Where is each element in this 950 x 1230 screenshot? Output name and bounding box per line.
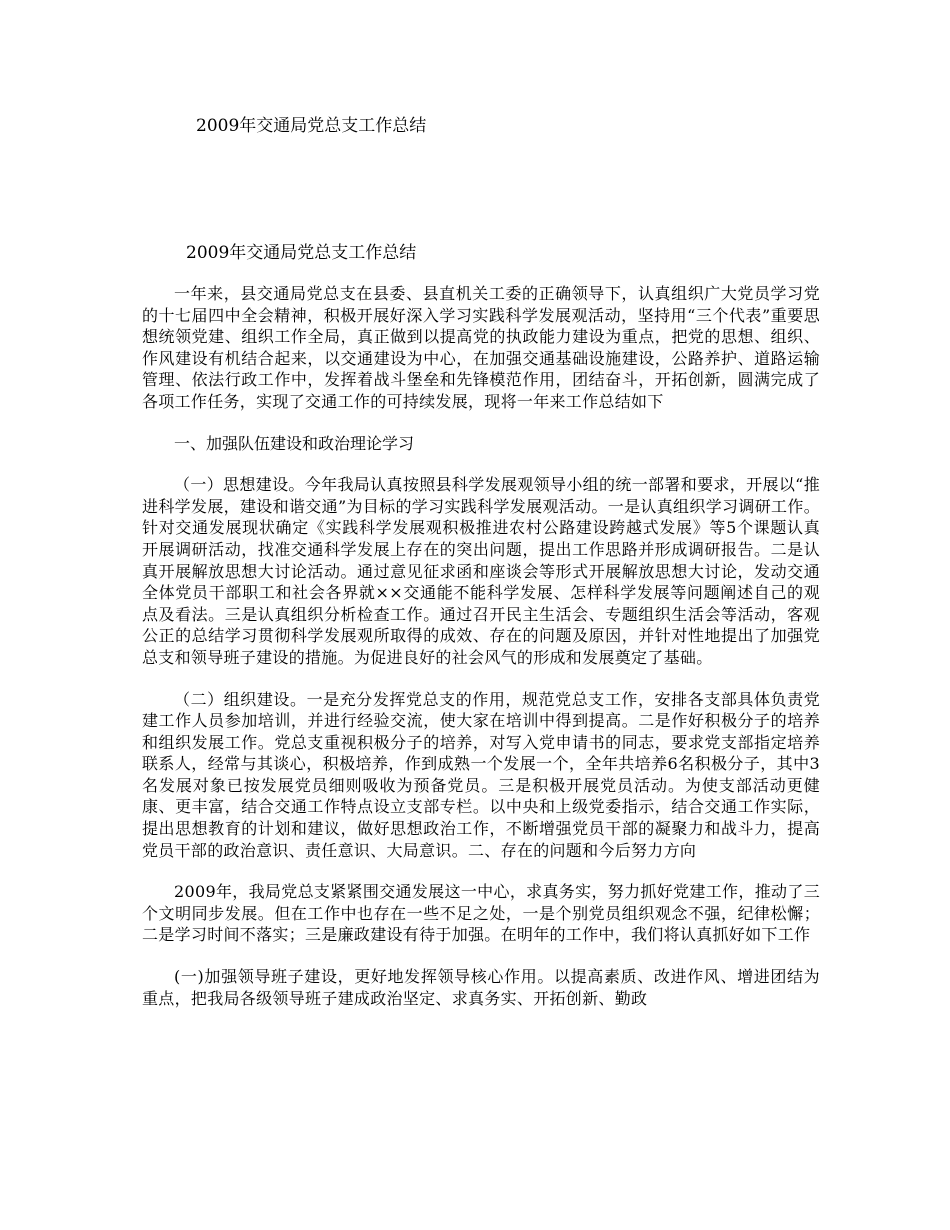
- paragraph-leadership: (一)加强领导班子建设，更好地发挥领导核心作用。以提高素质、改进作风、增进团结为重点，把我局各级领导班子建成政治坚定、求真务实、开拓创新、勤政: [142, 967, 820, 1008]
- paragraph-2009: 2009年，我局党总支紧紧围交通发展这一中心，求真务实，努力抓好党建工作，推动了三个文明同步发展。但在工作中也存在一些不足之处，一是个别党员组织观念不强，纪律松懈；二是学习时间不落实；三是廉政建设有待于加强。在明年的工作中，我们将认真抓好如下工作: [142, 882, 820, 945]
- document-subtitle: 2009年交通局党总支工作总结: [186, 243, 417, 263]
- intro-paragraph: 一年来，县交通局党总支在县委、县直机关工委的正确领导下，认真组织广大党员学习党的十七届四中全会精神，积极开展好深入学习实践科学发展观活动，坚持用“三个代表”重要思想统领党建、组织工作全局，真正做到以提高党的执政能力建设为重点，把党的思想、组织、作风建设有机结合起来，以交通建设为中心，在加强交通基础设施建设，公路养护、道路运输管理、依法行政工作中，发挥着战斗堡垒和先锋模范作用，团结奋斗，开拓创新，圆满完成了各项工作任务，实现了交通工作的可持续发展，现将一年来工作总结如下: [142, 284, 820, 411]
- document-body: [142, 283, 820, 1029]
- paragraph-ideology: （一）思想建设。今年我局认真按照县科学发展观领导小组的统一部署和要求，开展以“推进科学发展，建设和谐交通”为目标的学习实践科学发展观活动。一是认真组织学习调研工作。针对交通发展现状确定《实践科学发展观积极推进农村公路建设跨越式发展》等5个课题认真开展调研活动，找准交通科学发展上存在的突出问题，提出工作思路并形成调研报告。二是认真开展解放思想大讨论活动。通过意见征求函和座谈会等形式开展解放思想大讨论，发动交通全体党员干部职工和社会各界就××交通能不能科学发展、怎样科学发展等问题阐述自己的观点及看法。三是认真组织分析检查工作。通过召开民主生活会、专题组织生活会等活动，客观公正的总结学习贯彻科学发展观所取得的成效、存在的问题及原因，并针对性地提出了加强党总支和领导班子建设的措施。为促进良好的社会风气的形成和发展奠定了基础。: [142, 475, 820, 667]
- paragraph-organization: （二）组织建设。一是充分发挥党总支的作用，规范党总支工作，安排各支部具体负责党建工作人员参加培训，并进行经验交流，使大家在培训中得到提高。二是作好积极分子的培养和组织发展工作。党总支重视积极分子的培养，对写入党申请书的同志，要求党支部指定培养联系人，经常与其谈心，积极培养，作到成熟一个发展一个，全年共培养6名积极分子，其中3名发展对象已按发展党员细则吸收为预备党员。三是积极开展党员活动。为使支部活动更健康、更丰富，结合交通工作特点设立支部专栏。以中央和上级党委指示，结合交通工作实际，提出思想教育的计划和建议，做好思想政治工作，不断增强党员干部的凝聚力和战斗力，提高党员干部的政治意识、责任意识、大局意识。二、存在的问题和今后努力方向: [142, 689, 820, 860]
- document-title: 2009年交通局党总支工作总结: [196, 116, 427, 136]
- section-heading-1: 一、加强队伍建设和政治理论学习: [174, 433, 415, 453]
